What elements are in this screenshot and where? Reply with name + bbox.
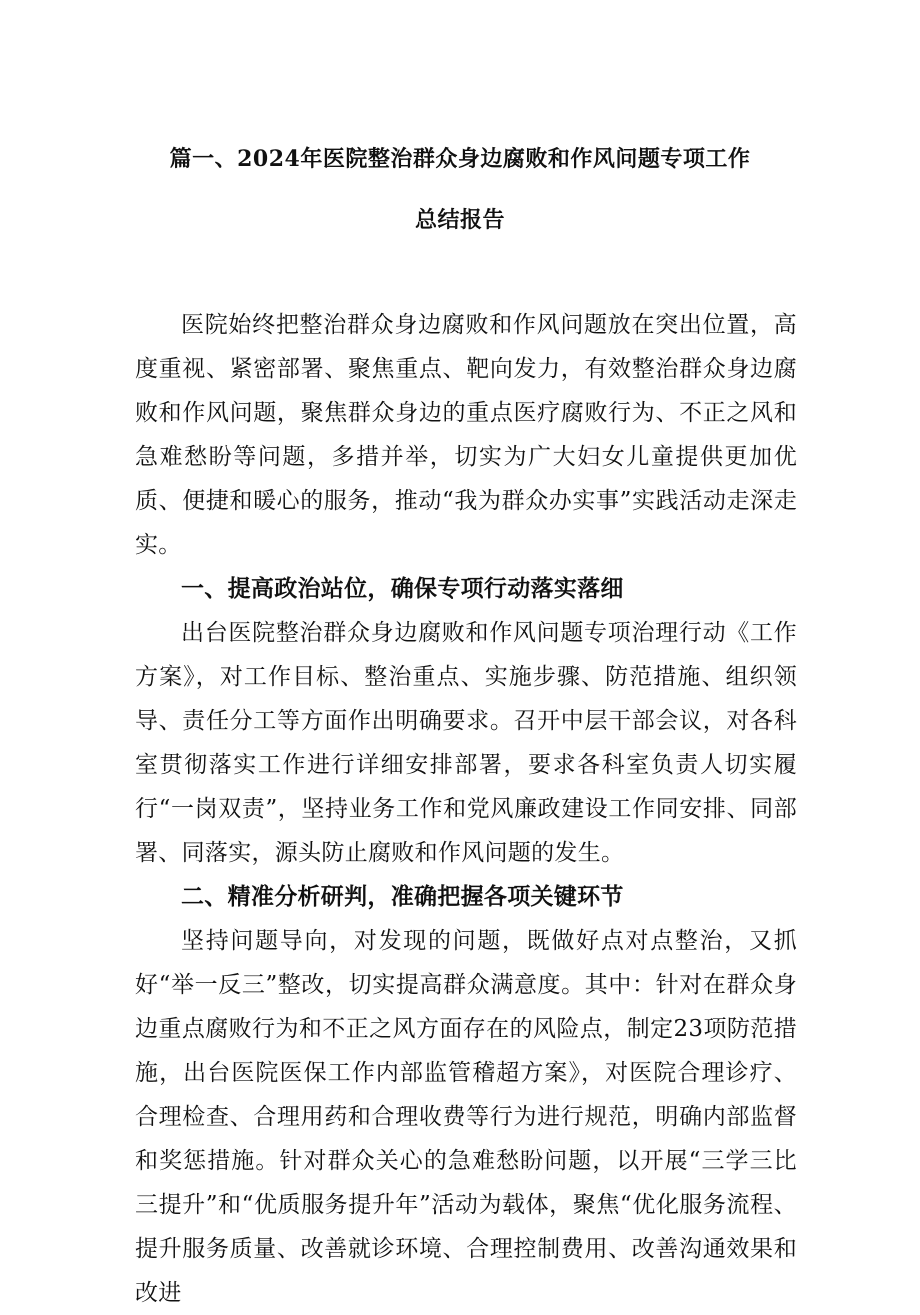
section1-heading: 一、提高政治站位，确保专项行动落实落细: [181, 576, 624, 602]
section1-paragraph: 出台医院整治群众身边腐败和作风问题专项治理行动《工作方案》，对工作目标、整治重点、实施步骤、防范措施、组织领导、责任分工等方面作出明确要求。召开中层干部会议，对各科室贯彻落实工作进行详细安排部署，要求各科室负责人切实履行“一岗双责”，坚持业务工作和党风廉政建设工作同安排、同部署、同落实，源头防止腐败和作风问题的发生。: [135, 620, 797, 866]
document-title-line1: 篇一、2024年医院整治群众身边腐败和作风问题专项工作: [169, 146, 751, 172]
intro-paragraph: 医院始终把整治群众身边腐败和作风问题放在突出位置，高度重视、紧密部署、聚焦重点、靶向发力，有效整治群众身边腐败和作风问题，聚焦群众身边的重点医疗腐败行为、不正之风和急难愁盼等问题，多措并举，切实为广大妇女儿童提供更加优质、便捷和暖心的服务，推动“我为群众办实事”实践活动走深走实。: [135, 312, 797, 558]
section2-heading: 二、精准分析研判，准确把握各项关键环节: [181, 884, 624, 910]
section2-paragraph: 坚持问题导向，对发现的问题，既做好点对点整治，又抓好“举一反三”整改，切实提高群众满意度。其中：针对在群众身边重点腐败行为和不正之风方面存在的风险点，制定23项防范措施，出台医院医保工作内部监管稽超方案》，对医院合理诊疗、合理检查、合理用药和合理收费等行为进行规范，明确内部监督和奖惩措施。针对群众关心的急难愁盼问题，以开展“三学三比三提升”和“优质服务提升年”活动为载体，聚焦“优化服务流程、提升服务质量、改善就诊环境、合理控制费用、改善沟通效果和改进: [135, 928, 797, 1306]
document-body: [135, 303, 797, 1315]
document-title-line2: 总结报告: [414, 207, 505, 233]
